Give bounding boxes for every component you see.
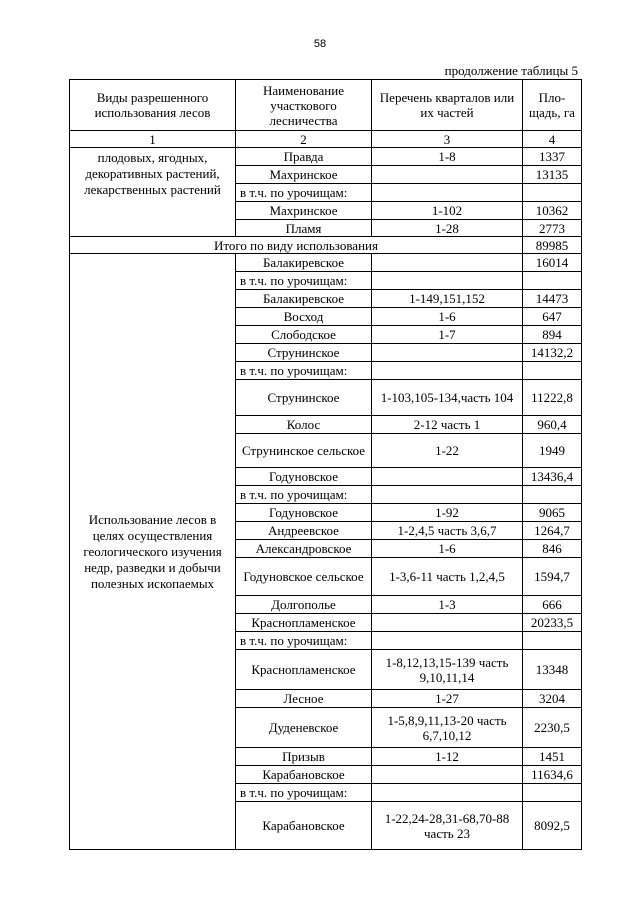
quarters-cell: 1-8,12,13,15-139 часть 9,10,11,14 bbox=[372, 650, 523, 690]
forestry-name-cell: Дуденевское bbox=[236, 708, 372, 748]
quarters-cell: 1-102 bbox=[372, 202, 523, 220]
subdivision-label: в т.ч. по урочищам: bbox=[236, 784, 372, 802]
quarters-cell: 1-22 bbox=[372, 434, 523, 468]
area-cell: 10362 bbox=[523, 202, 582, 220]
column-number: 1 bbox=[70, 131, 236, 148]
area-cell bbox=[523, 486, 582, 504]
forestry-name-cell: Правда bbox=[236, 148, 372, 166]
area-cell: 16014 bbox=[523, 254, 582, 272]
quarters-cell bbox=[372, 272, 523, 290]
quarters-cell bbox=[372, 784, 523, 802]
header-forestry: Наименование участкового лесничества bbox=[236, 80, 372, 131]
quarters-cell: 1-2,4,5 часть 3,6,7 bbox=[372, 522, 523, 540]
forestry-name-cell: Лесное bbox=[236, 690, 372, 708]
area-cell: 1264,7 bbox=[523, 522, 582, 540]
forestry-name-cell: Долгополье bbox=[236, 596, 372, 614]
forestry-name-cell: Балакиревское bbox=[236, 290, 372, 308]
forestry-name-cell: Александровское bbox=[236, 540, 372, 558]
quarters-cell bbox=[372, 614, 523, 632]
quarters-cell: 1-8 bbox=[372, 148, 523, 166]
forestry-name-cell: Махринское bbox=[236, 166, 372, 184]
forestry-name-cell: Балакиревское bbox=[236, 254, 372, 272]
forestry-name-cell: Призыв bbox=[236, 748, 372, 766]
subdivision-label: в т.ч. по урочищам: bbox=[236, 272, 372, 290]
area-cell bbox=[523, 362, 582, 380]
quarters-cell: 1-5,8,9,11,13-20 часть 6,7,10,12 bbox=[372, 708, 523, 748]
quarters-cell bbox=[372, 344, 523, 362]
page-number: 58 bbox=[313, 38, 327, 50]
forestry-name-cell: Слободское bbox=[236, 326, 372, 344]
table-row bbox=[70, 254, 582, 272]
quarters-cell: 1-3,6-11 часть 1,2,4,5 bbox=[372, 558, 523, 596]
use-type-cell: Использование лесов в целях осуществления геологического изучения недр, разведки и добычи полезных ископаемых bbox=[70, 254, 236, 850]
area-cell: 2230,5 bbox=[523, 708, 582, 748]
header-quarters: Перечень кварталов или их частей bbox=[372, 80, 523, 131]
quarters-cell: 1-12 bbox=[372, 748, 523, 766]
area-cell: 1594,7 bbox=[523, 558, 582, 596]
area-cell bbox=[523, 272, 582, 290]
quarters-cell: 1-149,151,152 bbox=[372, 290, 523, 308]
forestry-name-cell: Карабановское bbox=[236, 766, 372, 784]
table-continuation-label: продолжение таблицы 5 bbox=[444, 63, 578, 78]
use-type-cell: плодовых, ягодных, декоративных растений, лекарственных растений bbox=[70, 148, 236, 237]
forestry-name-cell: Струнинское сельское bbox=[236, 434, 372, 468]
area-cell: 8092,5 bbox=[523, 802, 582, 850]
quarters-cell: 1-103,105-134,часть 104 bbox=[372, 380, 523, 416]
area-cell bbox=[523, 184, 582, 202]
forestry-name-cell: Годуновское сельское bbox=[236, 558, 372, 596]
area-cell: 1451 bbox=[523, 748, 582, 766]
area-cell: 14132,2 bbox=[523, 344, 582, 362]
forestry-name-cell: Восход bbox=[236, 308, 372, 326]
area-cell: 647 bbox=[523, 308, 582, 326]
quarters-cell: 1-27 bbox=[372, 690, 523, 708]
forestry-name-cell: Краснопламенское bbox=[236, 650, 372, 690]
quarters-cell bbox=[372, 184, 523, 202]
area-cell: 894 bbox=[523, 326, 582, 344]
area-cell: 20233,5 bbox=[523, 614, 582, 632]
area-cell: 2773 bbox=[523, 220, 582, 237]
table-row bbox=[70, 148, 582, 166]
area-cell: 11634,6 bbox=[523, 766, 582, 784]
area-cell bbox=[523, 632, 582, 650]
table-header-row bbox=[70, 80, 582, 131]
quarters-cell bbox=[372, 468, 523, 486]
subdivision-label: в т.ч. по урочищам: bbox=[236, 184, 372, 202]
quarters-cell: 1-3 bbox=[372, 596, 523, 614]
forestry-name-cell: Колос bbox=[236, 416, 372, 434]
forestry-name-cell: Струнинское bbox=[236, 344, 372, 362]
forestry-name-cell: Годуновское bbox=[236, 468, 372, 486]
quarters-cell: 1-28 bbox=[372, 220, 523, 237]
quarters-cell: 1-22,24-28,31-68,70-88 часть 23 bbox=[372, 802, 523, 850]
total-area: 89985 bbox=[523, 237, 582, 254]
quarters-cell bbox=[372, 766, 523, 784]
forestry-name-cell: Пламя bbox=[236, 220, 372, 237]
area-cell: 9065 bbox=[523, 504, 582, 522]
area-cell bbox=[523, 784, 582, 802]
area-cell: 13348 bbox=[523, 650, 582, 690]
forestry-name-cell: Струнинское bbox=[236, 380, 372, 416]
forestry-name-cell: Краснопламенское bbox=[236, 614, 372, 632]
quarters-cell bbox=[372, 254, 523, 272]
area-cell: 1337 bbox=[523, 148, 582, 166]
quarters-cell: 2-12 часть 1 bbox=[372, 416, 523, 434]
forest-use-table bbox=[69, 79, 582, 850]
column-number: 4 bbox=[523, 131, 582, 148]
area-cell: 846 bbox=[523, 540, 582, 558]
quarters-cell bbox=[372, 166, 523, 184]
area-cell: 666 bbox=[523, 596, 582, 614]
header-area: Пло-щадь, га bbox=[523, 80, 582, 131]
column-number: 3 bbox=[372, 131, 523, 148]
quarters-cell: 1-7 bbox=[372, 326, 523, 344]
area-cell: 13135 bbox=[523, 166, 582, 184]
forestry-name-cell: Андреевское bbox=[236, 522, 372, 540]
column-number: 2 bbox=[236, 131, 372, 148]
area-cell: 3204 bbox=[523, 690, 582, 708]
area-cell: 960,4 bbox=[523, 416, 582, 434]
area-cell: 13436,4 bbox=[523, 468, 582, 486]
forestry-name-cell: Махринское bbox=[236, 202, 372, 220]
quarters-cell bbox=[372, 486, 523, 504]
forestry-name-cell: Годуновское bbox=[236, 504, 372, 522]
area-cell: 1949 bbox=[523, 434, 582, 468]
quarters-cell: 1-6 bbox=[372, 308, 523, 326]
quarters-cell bbox=[372, 632, 523, 650]
column-number-row bbox=[70, 131, 582, 148]
total-row bbox=[70, 237, 582, 254]
header-use-type: Виды разрешенного использования лесов bbox=[70, 80, 236, 131]
area-cell: 14473 bbox=[523, 290, 582, 308]
total-label: Итого по виду использования bbox=[70, 237, 523, 254]
subdivision-label: в т.ч. по урочищам: bbox=[236, 632, 372, 650]
quarters-cell: 1-6 bbox=[372, 540, 523, 558]
subdivision-label: в т.ч. по урочищам: bbox=[236, 486, 372, 504]
quarters-cell bbox=[372, 362, 523, 380]
subdivision-label: в т.ч. по урочищам: bbox=[236, 362, 372, 380]
area-cell: 11222,8 bbox=[523, 380, 582, 416]
forestry-name-cell: Карабановское bbox=[236, 802, 372, 850]
quarters-cell: 1-92 bbox=[372, 504, 523, 522]
